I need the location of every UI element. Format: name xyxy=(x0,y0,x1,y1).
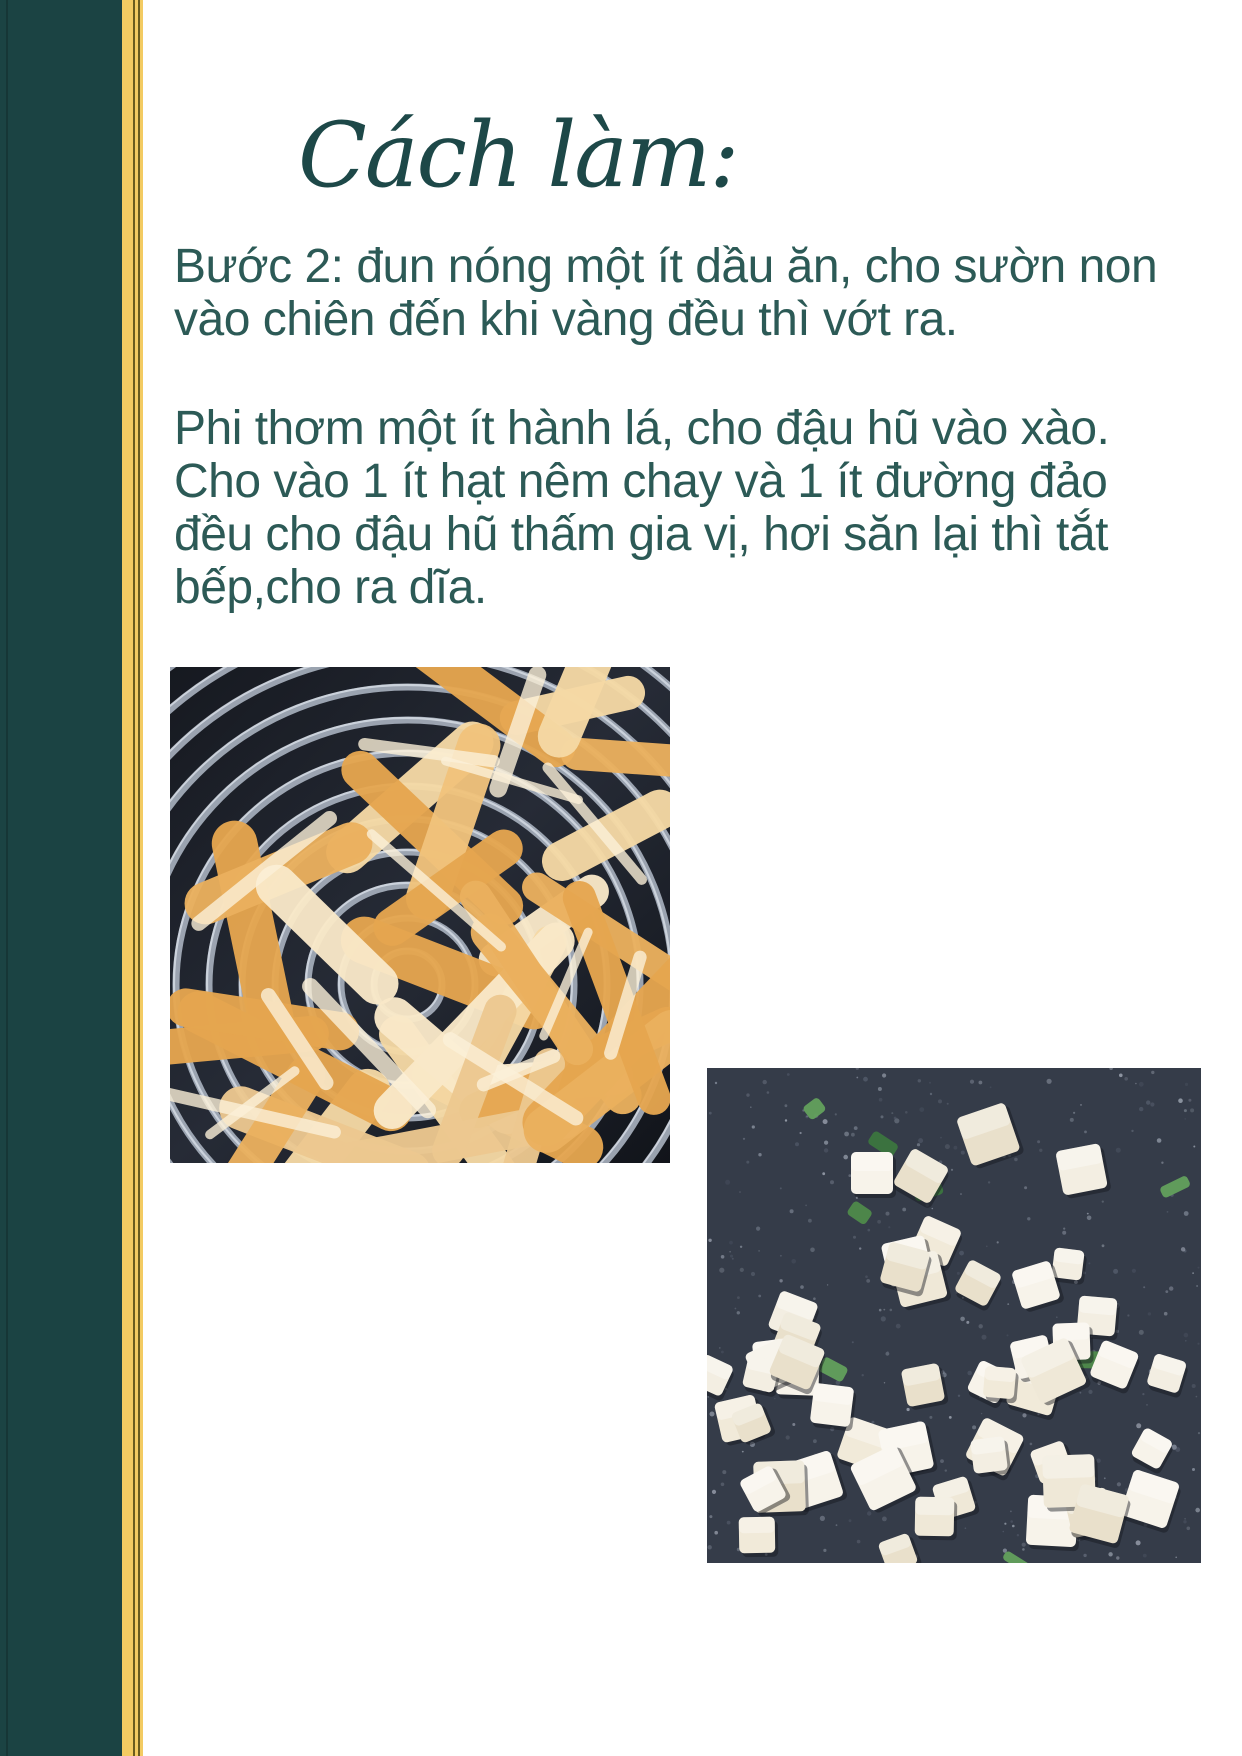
page-title: Cách làm: xyxy=(298,103,738,209)
gold-stripe-line xyxy=(133,0,135,1756)
paragraph-line: bếp,cho ra dĩa. xyxy=(174,561,487,614)
gold-stripe-line xyxy=(138,0,140,1756)
green-band-inner-line xyxy=(6,0,8,1756)
left-green-band xyxy=(0,0,122,1756)
paragraph-line: Bước 2: đun nóng một ít dầu ăn, cho sườn non xyxy=(174,240,1158,293)
photo-fried-rib-strips xyxy=(170,667,670,1163)
paragraph-line: vào chiên đến khi vàng đều thì vớt ra. xyxy=(174,293,958,346)
step-paragraph xyxy=(174,240,1224,346)
photo-tofu-cubes-pan xyxy=(707,1068,1201,1563)
paragraph-line: Phi thơm một ít hành lá, cho đậu hũ vào xào. xyxy=(174,402,1110,455)
detail-paragraph xyxy=(174,402,1224,614)
paragraph-line: Cho vào 1 ít hạt nêm chay và 1 ít đường đảo xyxy=(174,455,1108,508)
gold-stripe xyxy=(122,0,143,1756)
paragraph-line: đều cho đậu hũ thấm gia vị, hơi săn lại thì tắt xyxy=(174,508,1108,561)
